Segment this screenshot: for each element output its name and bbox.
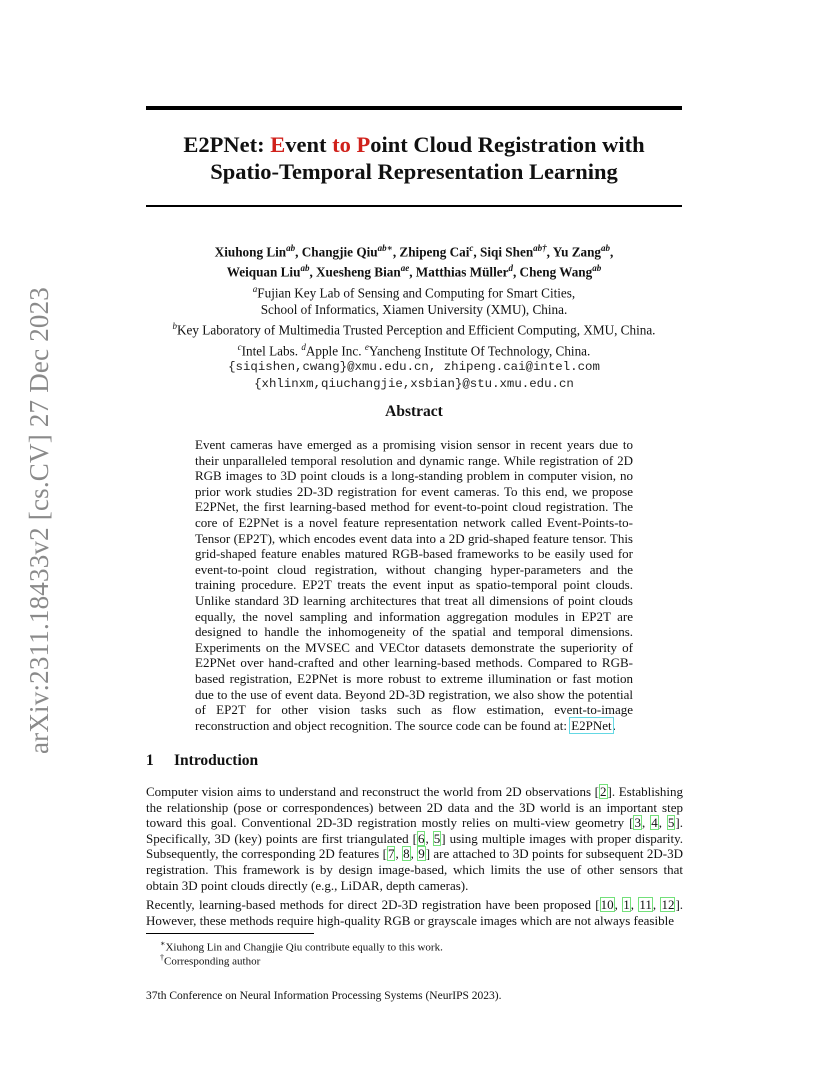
title-top-rule [146,106,682,110]
title-bottom-rule [146,205,682,207]
author-affiliation-mark: ab [592,263,602,274]
citation-link[interactable]: 6 [417,830,425,846]
paper-title [146,131,682,185]
citation-link[interactable]: 2 [600,784,607,799]
section-title: Introduction [174,752,259,769]
title-line-1 [146,131,682,158]
section-number: 1 [146,752,154,769]
author-name: Zhipeng Cai [399,244,470,260]
affiliation-a: $^a$Fujian Key Lab of Sensing and Computing for Smart Cities, [252,283,576,301]
author-name: Yu Zang [552,244,602,260]
author-affiliation-mark: d [508,263,513,274]
author-affiliation-mark: c [469,243,474,253]
intro-paragraph-2: Recently, learning-based methods for direct 2D-3D registration have been proposed [10, 1, 11, 12]. However, these methods require high-quality RGB or grayscale images which are not always feasible [146,897,684,928]
citation-link[interactable]: 8 [403,846,410,862]
arxiv-identifier-stamp [25,285,55,755]
author-name: Xuesheng Bian [316,264,401,280]
author-block [146,240,682,393]
author-name: Xiuhong Lin [214,244,287,260]
author-name: Changjie Qiu [301,244,378,260]
footnote-equal-contribution: ∗Xiuhong Lin and Changjie Qiu contribute equally to this work. [160,939,443,954]
arxiv-identifier-text: arXiv:2311.18433v2 [cs.CV] 27 Dec 2023 [24,286,55,754]
citation-link[interactable]: 5 [433,830,441,846]
title-text: vent [285,132,333,157]
abstract-body: Event cameras have emerged as a promising vision sensor in recent years due to their unparalleled temporal resolution and dynamic range. While registration of 2D RGB images to 3D point clouds is a long-standing problem in computer vision, no prior work studies 2D-3D registration for event cameras. To this end, we propose E2PNet, the first learning-based method for event-to-point cloud registration. The core of E2PNet is a novel feature representation network called Event-Points-to-Tensor (EP2T), which encodes event data into a 2D grid-shaped feature tensor. This grid-shaped feature enables matured RGB-based frameworks to be easily used for event-to-point cloud registration, without changing hyper-parameters and the training procedure. EP2T treats the event input as spatio-temporal point clouds. Unlike standard 3D learning architectures that treat all dimensions of point clouds equally, the novel sampling and information aggregation modules in EP2T are designed to handle the inhomogeneity of the spatial and temporal dimensions. Experiments on the MVSEC and VECtor datasets demonstrate the superiority of E2PNet over hand-crafted and other learning-based methods. Compared to RGB-based registration, E2PNet is more robust to extreme illumination or fast motion due to the use of event data. Beyond 2D-3D registration, we also show the potential of EP2T for other vision tasks such as flow estimation, event-to-image reconstruction and object recognition. The source code can be found at: E2PNet. [195,437,633,733]
citation-link[interactable]: 5 [667,815,675,831]
intro-paragraph-1: Computer vision aims to understand and reconstruct the world from 2D observations [2]. Establishing the relationship (pose or correspondences) between 2D data and the 3D world is an important step toward this goal. Conventional 2D-3D registration mostly relies on multi-view geometry [3, 4, 5]. Specifically, 3D (key) points are first triangulated [6, 5] using multiple images with proper disparity. Subsequently, the corresponding 2D features [7, 8, 9] are attached to 3D points for subsequent 2D-3D registration. This framework is by design image-based, which limits the use of other sensors that obtain 3D point clouds directly (e.g., LiDAR, depth cameras). [146,784,684,893]
code-link[interactable]: E2PNet [571,717,612,733]
email-line-1: {siqishen,cwang}@xmu.edu.cn, zhipeng.cai@intel.com [228,359,600,374]
citation-link[interactable]: 7 [387,846,395,862]
email-line-2: {xhlinxm,qiuchangjie,xsbian}@stu.xmu.edu.cn [254,376,574,391]
citation-link[interactable]: 3 [634,815,641,831]
author-list-line-1: Xiuhong Lin$^{ab}$, Changjie Qiu$^{ab∗}$, Zhipeng Cai$^c$, Siqi Shen$^{ab\dagger}$, Yu Zang$^{ab}$, [214,243,614,260]
abstract-text: Event cameras have emerged as a promising vision sensor in recent years due to their unparalleled temporal resolution and dynamic range. While registration of 2D RGB images to 3D point clouds is a long-standing problem in computer vision, no prior work studies 2D-3D registration for event cameras. To this end, we propose E2PNet, the first learning-based method for event-to-point cloud registration. The core of E2PNet is a novel feature representation network called Event-Points-to-Tensor (EP2T), which encodes event data into a 2D grid-shaped feature tensor. This grid-shaped feature enables matured RGB-based frameworks to be easily used for event-to-point cloud registration, without changing hyper-parameters and the training procedure. EP2T treats the event input as spatio-temporal point clouds. Unlike standard 3D learning architectures that treat all dimensions of point clouds equally, the novel sampling and information aggregation modules in EP2T are designed to handle the inhomogeneity of the spatial and temporal dimensions. Experiments on the MVSEC and VECtor datasets demonstrate the superiority of E2PNet over hand-crafted and other learning-based methods. Compared to RGB-based registration, E2PNet is more robust to extreme illumination or fast motion due to the use of event data. Beyond 2D-3D registration, we also show the potential of EP2T for other vision tasks such as flow estimation, event-to-image reconstruction and object recognition. The source code can be found at: [195,437,633,733]
author-name: Matthias Müller [415,264,509,280]
title-highlight-letter: to [332,132,351,157]
citation-link[interactable]: 11 [639,897,652,912]
abstract-heading: Abstract [385,403,443,420]
author-affiliation-mark: ab [601,243,611,253]
author-affiliation-mark: ab† [533,243,547,253]
author-affiliation-mark: ab [286,243,296,253]
affiliation-a-cont: School of Informatics, Xiamen University (XMU), China. [260,302,568,318]
citation-link[interactable]: 12 [661,897,675,912]
title-text: E2PNet: [183,132,271,157]
author-affiliation-mark: ab∗ [377,243,393,253]
author-name: Siqi Shen [480,244,534,260]
title-highlight-letter: E [270,132,286,157]
conference-footer: 37th Conference on Neural Information Processing Systems (NeurIPS 2023). [146,990,502,1002]
author-affiliation-mark: ae [400,263,410,274]
title-highlight-letter: P [356,132,371,157]
author-affiliation-mark: ab [300,263,310,274]
section-heading [146,752,258,770]
title-text: oint Cloud Registration with [370,132,645,157]
affiliation-cde: $^c$Intel Labs. $^d$Apple Inc. $^e$Yancheng Institute Of Technology, China. [237,341,591,358]
citation-link[interactable]: 10 [600,897,614,912]
citation-link[interactable]: 4 [651,815,658,831]
footnote-rule [146,933,314,934]
citation-link[interactable]: 9 [418,846,425,862]
affiliation-b: $^b$Key Laboratory of Multimedia Trusted Perception and Efficient Computing, XMU, China. [172,321,656,338]
footnote-corresponding: †Corresponding author [160,953,261,968]
citation-link[interactable]: 1 [623,897,630,912]
author-list-line-2: Weiquan Liu$^{ab}$, Xuesheng Bian$^{ae}$, Matthias Müller$^d$, Cheng Wang$^{ab}$ [226,263,602,280]
author-name: Weiquan Liu [226,264,301,280]
title-line-2: Spatio-Temporal Representation Learning [210,159,618,184]
author-name: Cheng Wang [519,264,593,280]
